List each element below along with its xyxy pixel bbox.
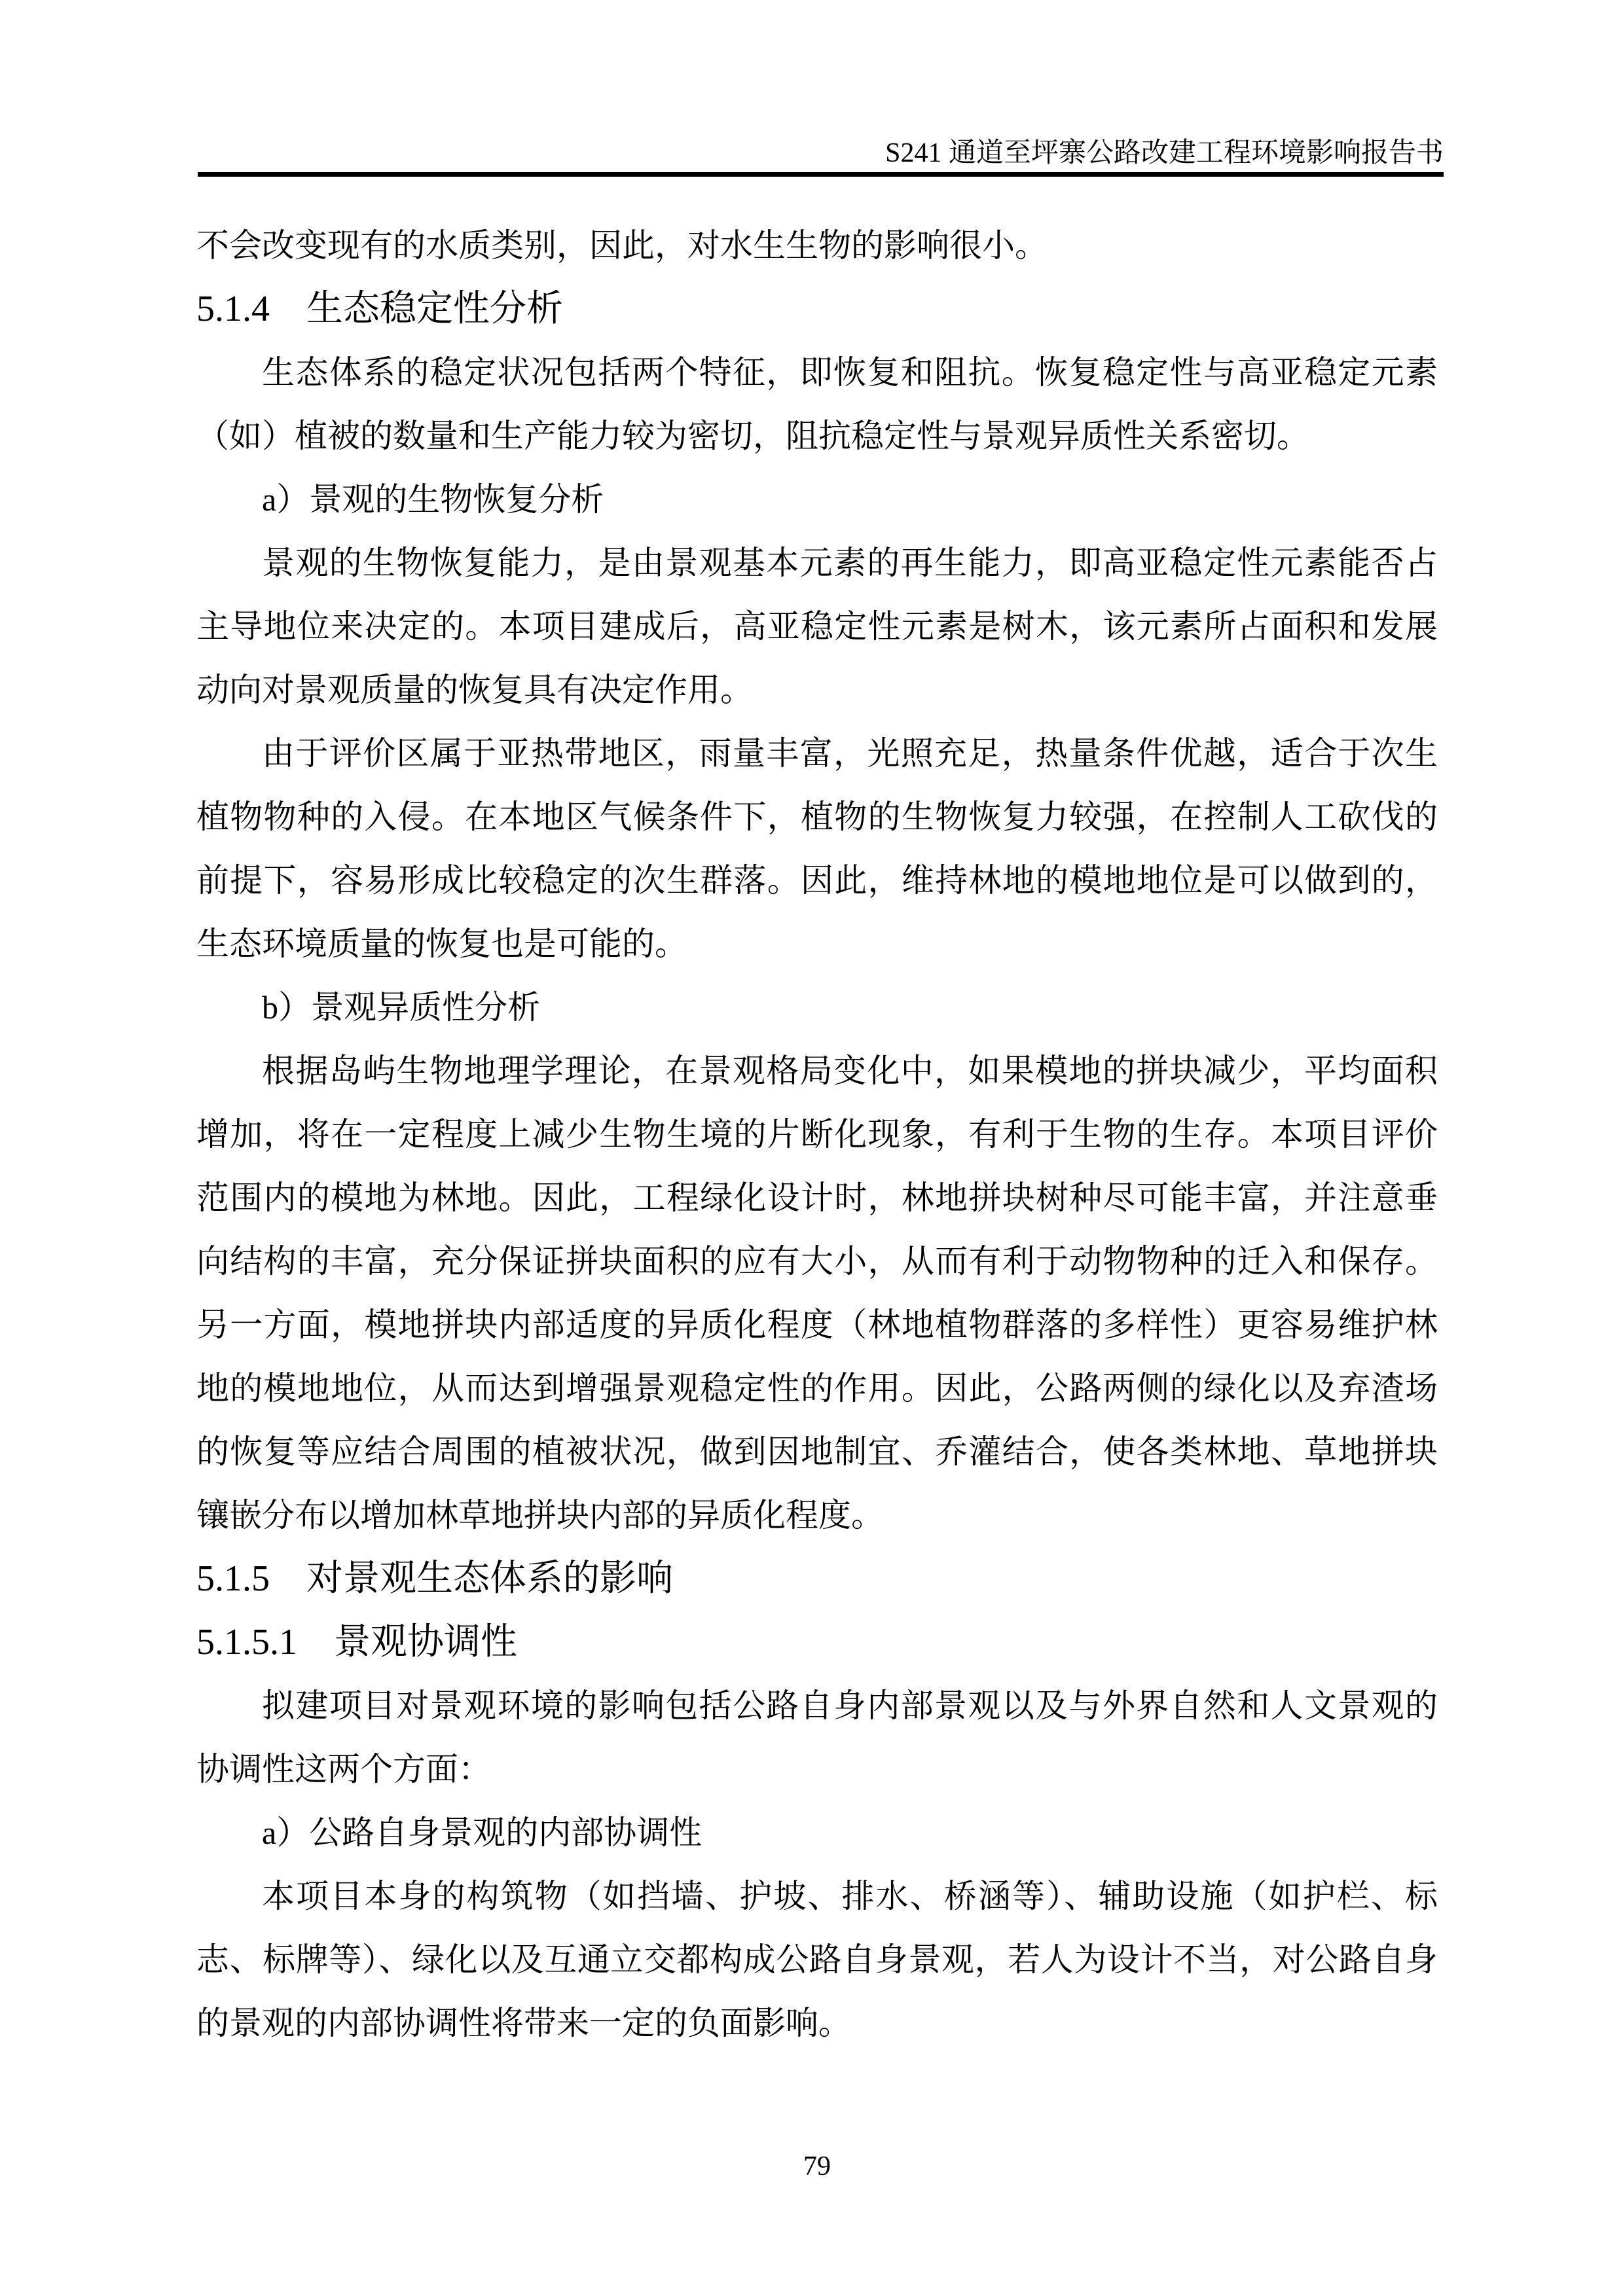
heading-title: 对景观生态体系的影响 bbox=[306, 1558, 673, 1599]
heading-title: 生态稳定性分析 bbox=[306, 289, 563, 329]
paragraph: 景观的生物恢复能力，是由景观基本元素的再生能力，即高亚稳定性元素能否占主导地位来决定的。本项目建成后，高亚稳定性元素是树木，该元素所占面积和发展动向对景观质量的恢复具有决定作用。 bbox=[196, 545, 1438, 708]
heading-number: 5.1.5.1 bbox=[196, 1622, 297, 1662]
paragraph: 本项目本身的构筑物（如挡墙、护坡、排水、桥涵等）、辅助设施（如护栏、标志、标牌等）、绿化以及互通立交都构成公路自身景观，若人为设计不当，对公路自身的景观的内部协调性将带来一定的负面影响。 bbox=[196, 1878, 1438, 2041]
section-heading bbox=[196, 1611, 1438, 1674]
document-body bbox=[196, 214, 1438, 2055]
heading-number: 5.1.5 bbox=[196, 1558, 270, 1599]
paragraph: b）景观异质性分析 bbox=[262, 989, 540, 1026]
paragraph: 由于评价区属于亚热带地区，雨量丰富，光照充足，热量条件优越，适合于次生植物物种的入侵。在本地区气候条件下，植物的生物恢复力较强，在控制人工砍伐的前提下，容易形成比较稳定的次生群落。因此，维持林地的模地地位是可以做到的，生态环境质量的恢复也是可能的。 bbox=[196, 735, 1438, 962]
paragraph: 生态体系的稳定状况包括两个特征，即恢复和阻抗。恢复稳定性与高亚稳定元素（如）植被的数量和生产能力较为密切，阻抗稳定性与景观异质性关系密切。 bbox=[196, 354, 1438, 454]
header-title: S241 通道至坪寨公路改建工程环境影响报告书 bbox=[885, 138, 1444, 168]
heading-number: 5.1.4 bbox=[196, 289, 270, 329]
page-number: 79 bbox=[803, 2151, 831, 2181]
paragraph: a）公路自身景观的内部协调性 bbox=[262, 1814, 702, 1851]
heading-title: 景观协调性 bbox=[334, 1622, 517, 1662]
section-heading bbox=[196, 278, 1438, 341]
paragraph: 根据岛屿生物地理学理论，在景观格局变化中，如果模地的拼块减少，平均面积增加，将在一定程度上减少生物生境的片断化现象，有利于生物的生存。本项目评价范围内的模地为林地。因此，工程绿化设计时，林地拼块树种尽可能丰富，并注意垂向结构的丰富，充分保证拼块面积的应有大小，从而有利于动物物种的迁入和保存。另一方面，模地拼块内部适度的异质化程度（林地植物群落的多样性）更容易维护林地的模地地位，从而达到增强景观稳定性的作用。因此，公路两侧的绿化以及弃渣场的恢复等应结合周围的植被状况，做到因地制宜、乔灌结合，使各类林地、草地拼块镶嵌分布以增加林草地拼块内部的异质化程度。 bbox=[196, 1052, 1438, 1534]
paragraph: a）景观的生物恢复分析 bbox=[262, 481, 604, 518]
header-rule bbox=[198, 172, 1444, 177]
paragraph: 拟建项目对景观环境的影响包括公路自身内部景观以及与外界自然和人文景观的协调性这两个方面： bbox=[196, 1687, 1438, 1787]
section-heading bbox=[196, 1547, 1438, 1611]
paragraph-continuation: 不会改变现有的水质类别，因此，对水生生物的影响很小。 bbox=[196, 227, 1048, 264]
